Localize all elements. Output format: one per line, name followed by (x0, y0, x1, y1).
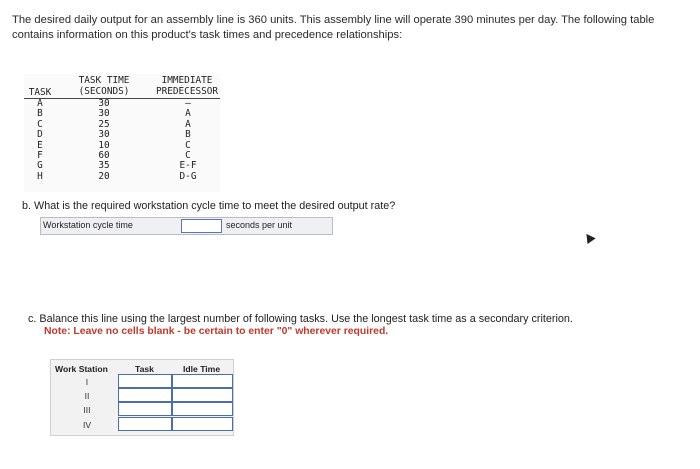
station-label: IV (82, 420, 92, 430)
mouse-cursor-icon (582, 231, 595, 244)
header-predecessor: IMMEDIATE PREDECESSOR (155, 75, 219, 97)
task-cell: F (37, 149, 43, 161)
task-cell: C (37, 118, 43, 130)
predecessor-cell: D-G (179, 170, 197, 182)
predecessor-cell: B (185, 129, 191, 141)
station-label: I (85, 377, 89, 387)
task-cell: G (37, 160, 43, 172)
predecessor-cell: A (185, 118, 191, 130)
idle-input-station-4[interactable] (172, 417, 233, 431)
part-b-question: b. What is the required workstation cycle time to meet the desired output rate? (22, 200, 396, 212)
task-cell: H (37, 170, 43, 182)
time-cell: 30 (98, 98, 110, 109)
part-c-note: Note: Leave no cells blank - be certain to enter "0" wherever required. (44, 326, 389, 337)
problem-intro: The desired daily output for an assembly line is 360 units. This assembly line will operate 390 minutes per day. The following table contains information on this product's task times and precedence relationships: (12, 14, 655, 41)
time-cell: 25 (98, 118, 110, 130)
idle-input-station-3[interactable] (172, 402, 233, 416)
predecessor-cell: A (185, 108, 191, 120)
time-column (90, 99, 118, 182)
task-cell: A (37, 98, 43, 109)
predecessor-cell: E-F (179, 160, 197, 172)
header-work-station: Work Station (55, 364, 108, 374)
task-input-station-2[interactable] (118, 388, 172, 402)
task-cell: E (37, 139, 43, 151)
idle-input-station-1[interactable] (172, 374, 233, 388)
idle-input-station-2[interactable] (172, 388, 233, 402)
predecessor-cell: C (185, 139, 191, 151)
task-cell: B (37, 108, 43, 120)
cycle-time-row (40, 217, 333, 235)
time-cell: 30 (98, 129, 110, 141)
time-cell: 30 (98, 108, 110, 120)
task-column (30, 99, 50, 182)
cycle-time-input[interactable] (181, 219, 222, 233)
cycle-time-unit: seconds per unit (226, 220, 293, 230)
line-balance-table (50, 359, 234, 436)
predecessor-cell: – (185, 98, 191, 109)
task-input-station-4[interactable] (118, 417, 172, 431)
header-task: TASK (28, 87, 52, 98)
part-c-question: c. Balance this line using the largest number of following tasks. Use the longest task time as a secondary criterion. (28, 313, 573, 325)
cycle-time-label: Workstation cycle time (43, 220, 133, 230)
task-input-station-1[interactable] (118, 374, 172, 388)
header-task-time: TASK TIME (SECONDS) (78, 75, 130, 97)
header-idle-time: Idle Time (183, 364, 221, 374)
time-cell: 35 (98, 160, 110, 172)
time-cell: 60 (98, 149, 110, 161)
task-cell: D (37, 129, 43, 141)
predecessor-column (172, 99, 204, 182)
task-input-station-3[interactable] (118, 402, 172, 416)
station-label: III (83, 405, 91, 415)
predecessor-cell: C (185, 149, 191, 161)
time-cell: 20 (98, 170, 110, 182)
time-cell: 10 (98, 139, 110, 151)
header-task: Task (135, 364, 154, 374)
station-label: II (84, 391, 90, 401)
task-table (24, 74, 220, 192)
